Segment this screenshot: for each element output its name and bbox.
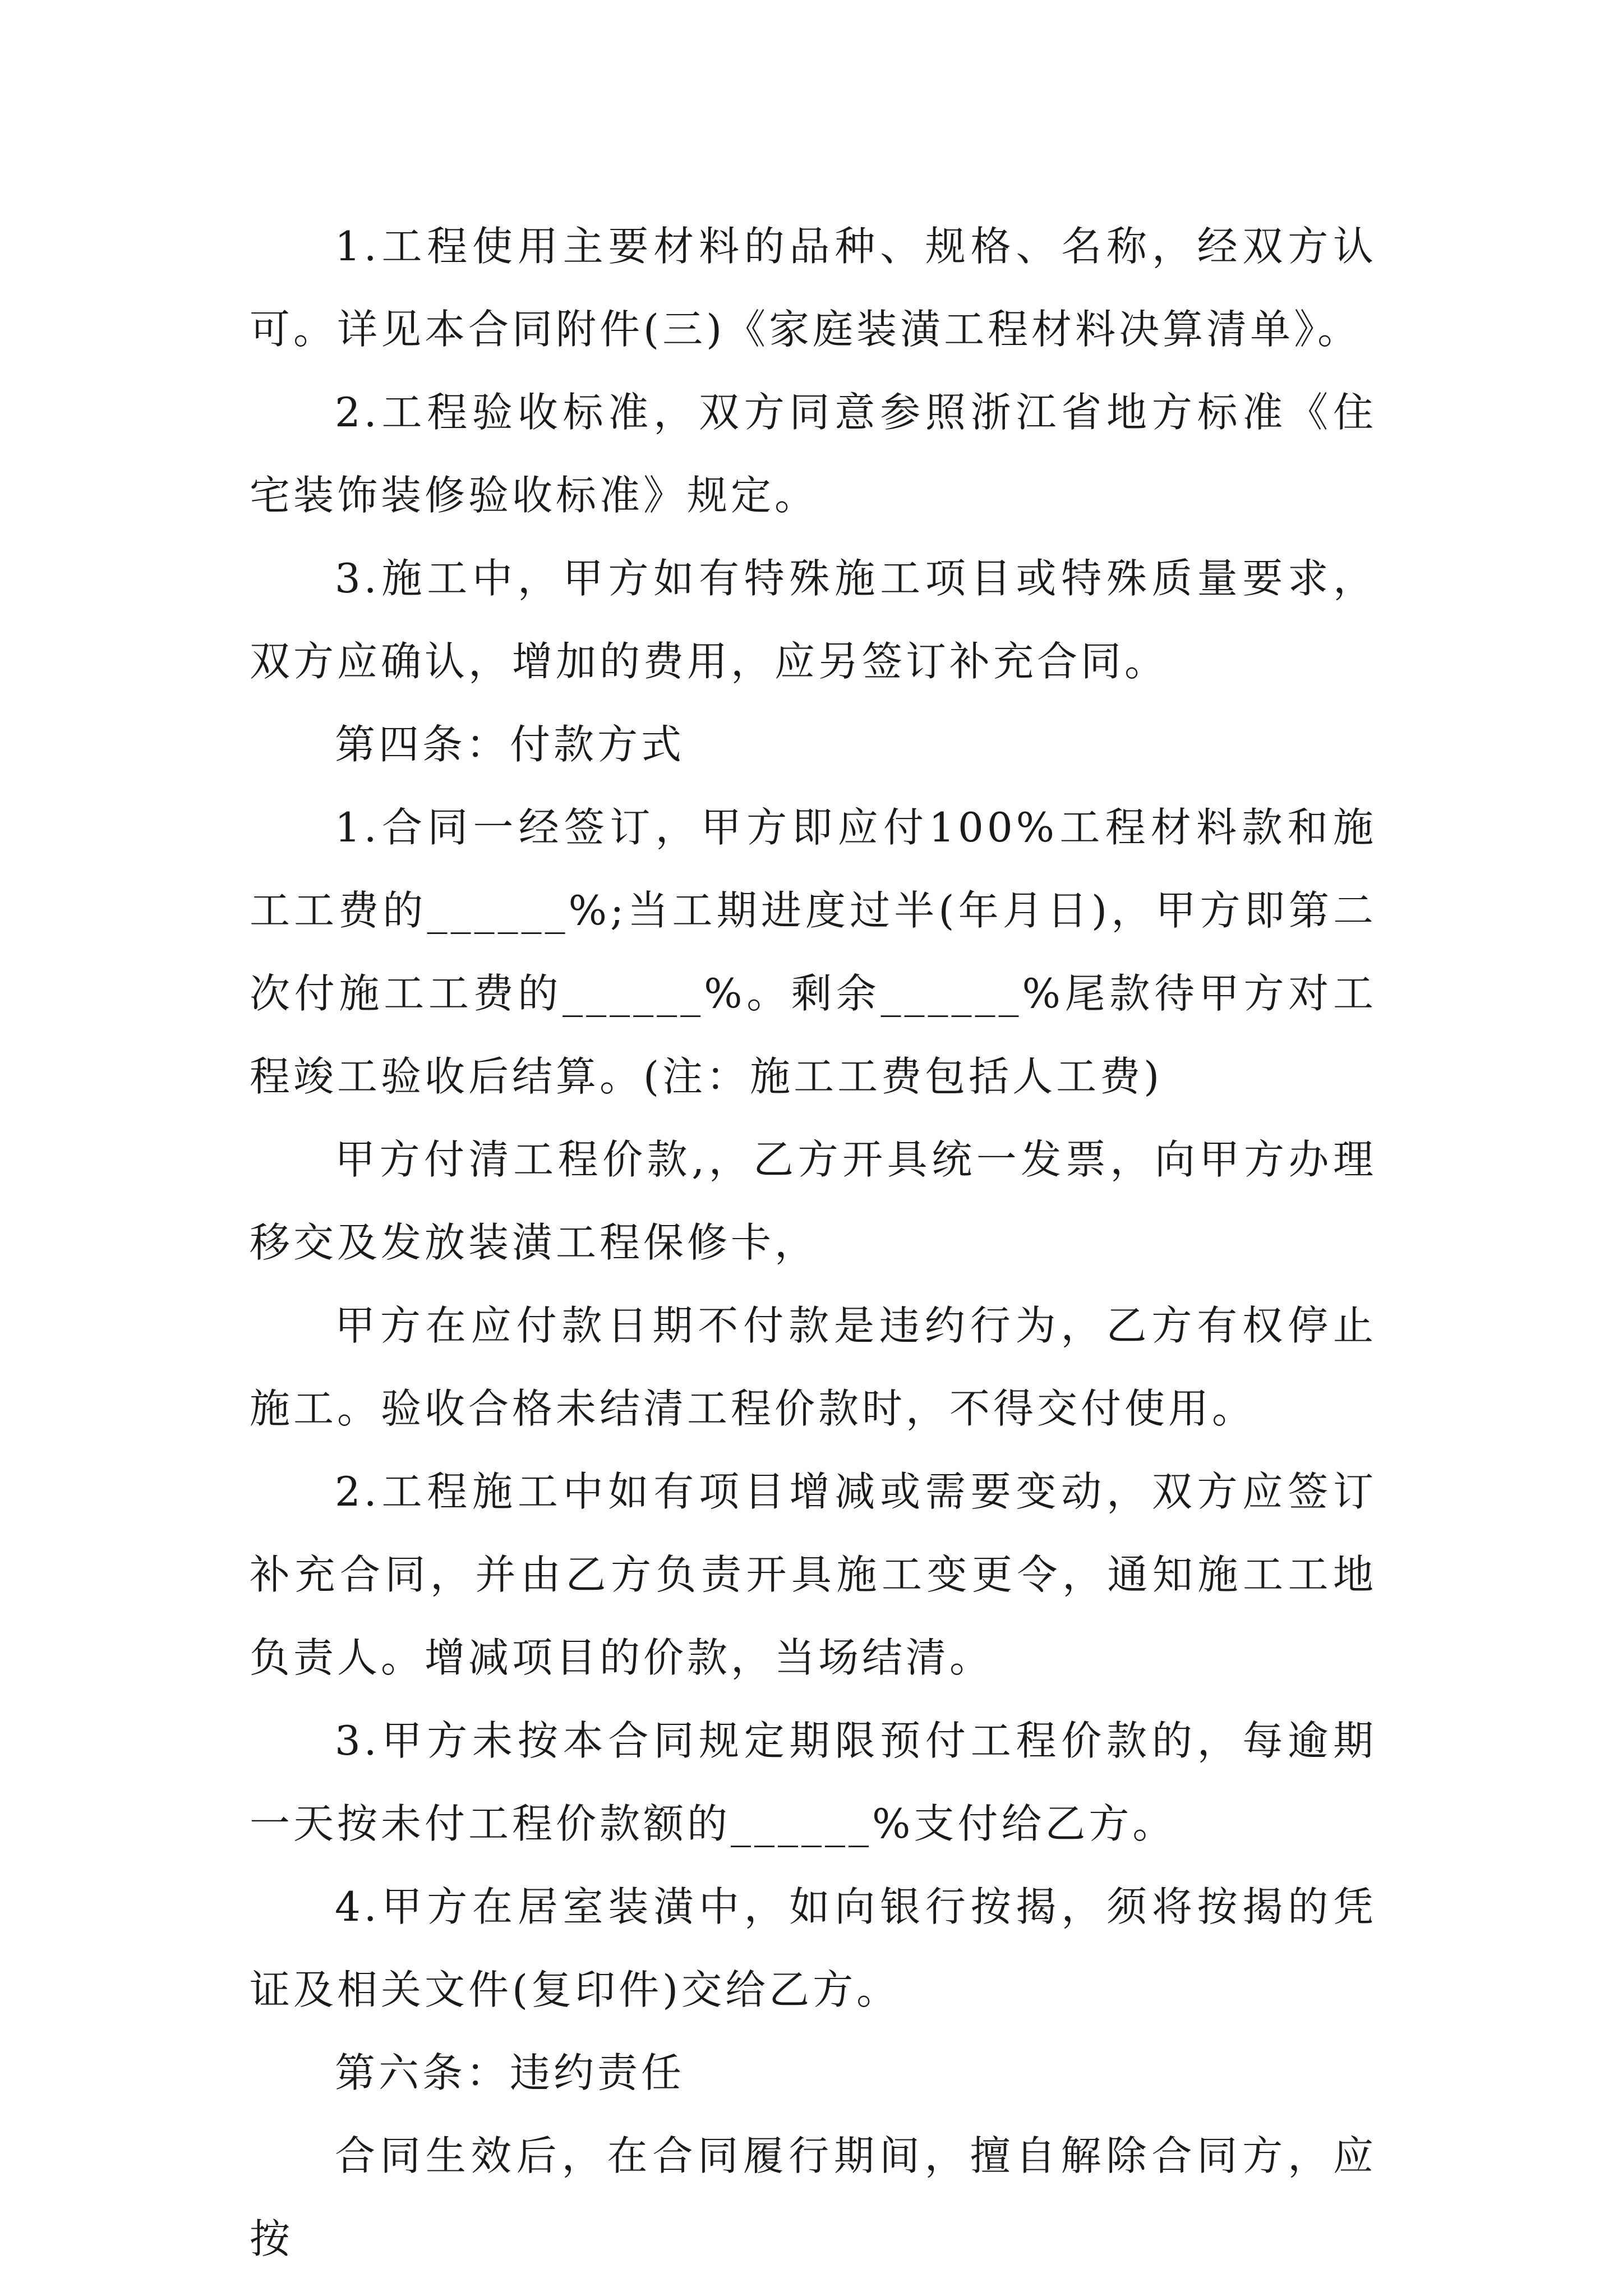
clause-special-requirements: 3.施工中，甲方如有特殊施工项目或特殊质量要求，双方应确认，增加的费用，应另签订补充合同。 — [250, 555, 1377, 685]
document-body — [250, 205, 1377, 2280]
clause-payment-schedule: 1.合同一经签订，甲方即应付100%工程材料款和施工工费的______%;当工期进度过半(年月日)，甲方即第二次付施工工费的______%。剩余______%尾款待甲方对工程竣工验收后结算。(注：施工工费包括人工费) — [250, 804, 1377, 1100]
clause-acceptance-standard: 2.工程验收标准，双方同意参照浙江省地方标准《住宅装饰装修验收标准》规定。 — [250, 389, 1377, 519]
clause-liability: 合同生效后，在合同履行期间，擅自解除合同方，应按 — [250, 2132, 1377, 2262]
section-heading-payment: 第四条：付款方式 — [335, 721, 685, 768]
clause-changes: 2.工程施工中如有项目增减或需要变动，双方应签订补充合同，并由乙方负责开具施工变更令，通知施工工地负责人。增减项目的价款，当场结清。 — [250, 1468, 1377, 1681]
clause-mortgage: 4.甲方在居室装潢中，如向银行按揭，须将按揭的凭证及相关文件(复印件)交给乙方。 — [250, 1883, 1377, 2013]
clause-materials: 1.工程使用主要材料的品种、规格、名称，经双方认可。详见本合同附件(三)《家庭装潢工程材料决算清单》。 — [250, 223, 1377, 353]
clause-invoice: 甲方付清工程价款,，乙方开具统一发票，向甲方办理移交及发放装潢工程保修卡， — [250, 1136, 1377, 1266]
section-heading-liability: 第六条：违约责任 — [335, 2049, 685, 2096]
clause-overdue-penalty: 3.甲方未按本合同规定期限预付工程价款的，每逾期一天按未付工程价款额的______%支付给乙方。 — [250, 1717, 1377, 1847]
clause-late-payment-stop: 甲方在应付款日期不付款是违约行为，乙方有权停止施工。验收合格未结清工程价款时，不得交付使用。 — [250, 1302, 1377, 1432]
